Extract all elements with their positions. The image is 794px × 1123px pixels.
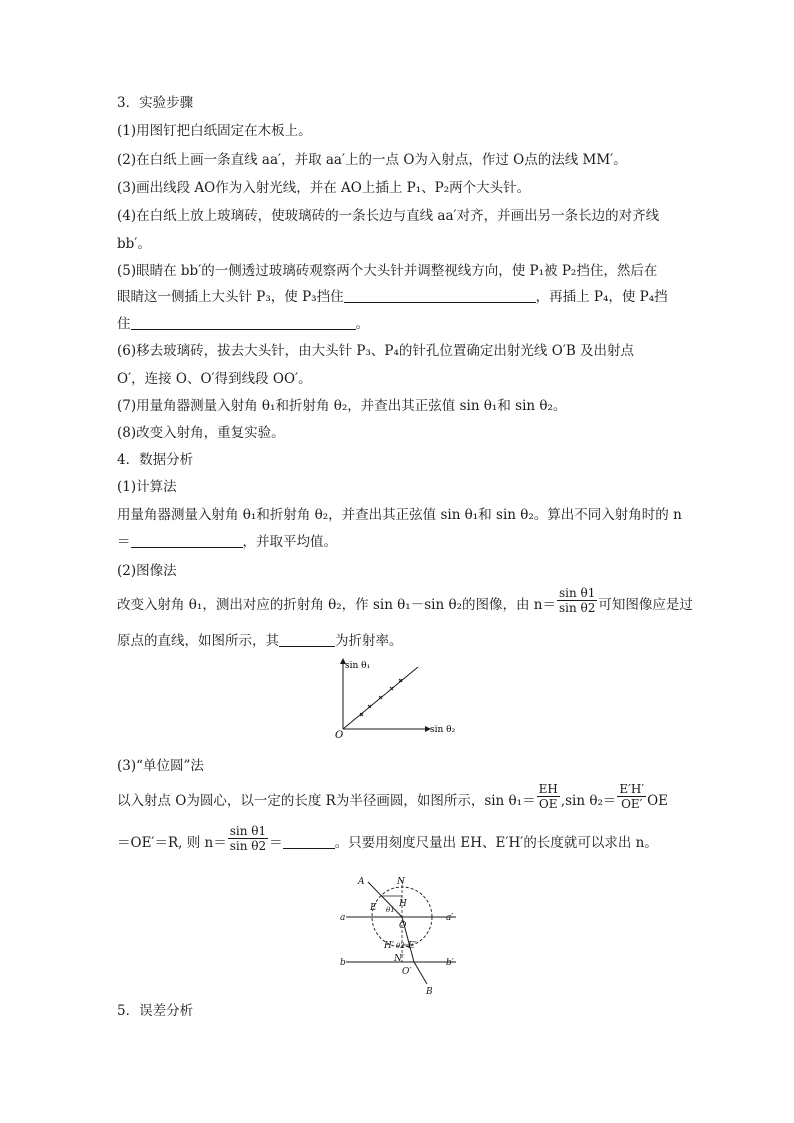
method-1-eq: ＝	[117, 534, 131, 550]
label-theta2: θ2	[396, 942, 405, 950]
emergent-ray	[414, 962, 427, 984]
method-3-line-2	[117, 824, 687, 853]
step-5-text-d: 。	[355, 316, 369, 332]
label-theta1: θ1	[386, 906, 395, 914]
answer-blank-slope[interactable]	[279, 633, 335, 647]
label-O-prime: O′	[402, 967, 412, 977]
step-8: (8)改变入射角，重复实验。	[117, 425, 285, 441]
step-6-line-1: (6)移去玻璃砖，拔去大头针，由大头针 P₃、P₄的针孔位置确定出射光线 O′B 及出射点	[117, 343, 635, 359]
step-5-text-b: ，再插上 P₄，使 P₄挡	[535, 289, 668, 305]
step-6-line-2: O′，连接 O、O′得到线段 OO′。	[117, 371, 312, 387]
method-3-fraction-3	[228, 824, 268, 853]
label-N: N	[397, 877, 405, 887]
step-1: (1)用图钉把白纸固定在木板上。	[117, 123, 312, 139]
graph-data-points	[360, 679, 402, 716]
graph-origin-label: O	[335, 730, 344, 741]
step-5-line-3	[117, 315, 687, 333]
section-5-title: 5．误差分析	[117, 1003, 194, 1019]
step-7: (7)用量角器测量入射角 θ₁和折射角 θ₂，并查出其正弦值 sin θ₁和 sin θ₂。	[117, 398, 567, 414]
fraction-denominator: OE	[538, 797, 558, 811]
answer-blank-p4[interactable]	[131, 316, 356, 330]
section-4-title: 4．数据分析	[117, 452, 194, 468]
step-2: (2)在白纸上画一条直线 aa′，并取 aa′上的一点 O为入射点，作过 O点的法线 MM′。	[117, 152, 627, 168]
fraction-numerator: sin θ1	[229, 824, 267, 838]
step-5-line-2	[117, 288, 687, 306]
label-H: H	[399, 899, 407, 909]
fraction-numerator: EH	[538, 782, 558, 796]
graph-y-label: sin θ₁	[345, 661, 371, 671]
step-4-line-1: (4)在白纸上放上玻璃砖，使玻璃砖的一条长边与直线 aa′对齐，并画出另一条长边的对齐线	[117, 208, 660, 224]
label-B: B	[426, 987, 433, 997]
method-1-tail: ，并取平均值。	[242, 534, 337, 550]
method-2-line-2	[117, 632, 687, 650]
method-1-title: (1)计算法	[117, 479, 177, 495]
step-5-line-1: (5)眼睛在 bb′的一侧透过玻璃砖观察两个大头针并调整视线方向，使 P₁被 P₂挡住，然后在	[117, 263, 658, 279]
label-b: b	[340, 958, 346, 968]
method-2-text-a: 改变入射角 θ₁，测出对应的折射角 θ₂，作 sin θ₁－sin θ₂的图像，由 n＝	[117, 597, 556, 613]
fraction-denominator: sin θ2	[558, 601, 596, 615]
label-O: O	[399, 921, 407, 931]
fraction-numerator: E′H′	[619, 782, 645, 796]
method-2-title: (2)图像法	[117, 563, 177, 579]
method-3-text-d: ＝OE′＝R, 则 n＝	[117, 835, 227, 851]
method-2-fraction	[557, 586, 597, 615]
method-3-line-1	[117, 782, 687, 811]
answer-blank-p3[interactable]	[344, 289, 536, 303]
method-1-line-1: 用量角器测量入射角 θ₁和折射角 θ₂，并查出其正弦值 sin θ₁和 sin θ₂。算出不同入射角时的 n	[117, 507, 682, 523]
method-2-text-b: 可知图像应是过	[598, 597, 693, 613]
method-3-fraction-2	[617, 782, 646, 811]
method-1-line-2	[117, 533, 687, 551]
unit-circle-figure	[336, 872, 466, 997]
label-b-prime: b′	[446, 958, 454, 968]
fraction-denominator: sin θ2	[229, 839, 267, 853]
label-E: E	[370, 903, 377, 913]
label-a: a	[340, 913, 346, 923]
method-3-fraction-1	[537, 782, 560, 811]
label-E-prime: E′	[408, 941, 417, 951]
fraction-denominator: OE′	[621, 797, 643, 811]
step-5-text-c: 住	[117, 316, 131, 332]
step-5-text-a: 眼睛这一侧插上大头针 P₃，使 P₃挡住	[117, 289, 344, 305]
label-a-prime: a′	[446, 913, 454, 923]
method-3-text-a: 以入射点 O为圆心，以一定的长度 R为半径画圆，如图所示，sin θ₁＝	[117, 793, 536, 809]
method-3-title: (3)“单位圆”法	[117, 758, 204, 774]
graph-x-label: sin θ₂	[430, 725, 456, 735]
method-2-text-c: 原点的直线，如图所示，其	[117, 633, 279, 649]
method-3-text-f: 。只要用刻度尺量出 EH、E′H′的长度就可以求出 n。	[334, 835, 658, 851]
label-A: A	[358, 877, 365, 887]
method-2-text-d: 为折射率。	[335, 633, 403, 649]
method-2-line-1	[117, 586, 693, 615]
label-H-prime: H′	[384, 941, 394, 951]
section-3-title: 3．实验步骤	[117, 95, 194, 111]
step-4-line-2: bb′。	[117, 236, 151, 252]
method-3-text-e: ＝	[269, 835, 283, 851]
fraction-numerator: sin θ1	[558, 586, 596, 600]
label-N-prime: N′	[394, 954, 404, 964]
sine-graph-figure	[330, 655, 465, 742]
answer-blank-n-formula[interactable]	[131, 534, 243, 548]
method-3-text-b: ,sin θ₂＝	[560, 793, 617, 809]
method-3-text-c: OE	[647, 793, 669, 809]
step-3: (3)画出线段 AO作为入射光线，并在 AO上插上 P₁、P₂两个大头针。	[117, 180, 531, 196]
answer-blank-n-ratio[interactable]	[283, 835, 335, 849]
